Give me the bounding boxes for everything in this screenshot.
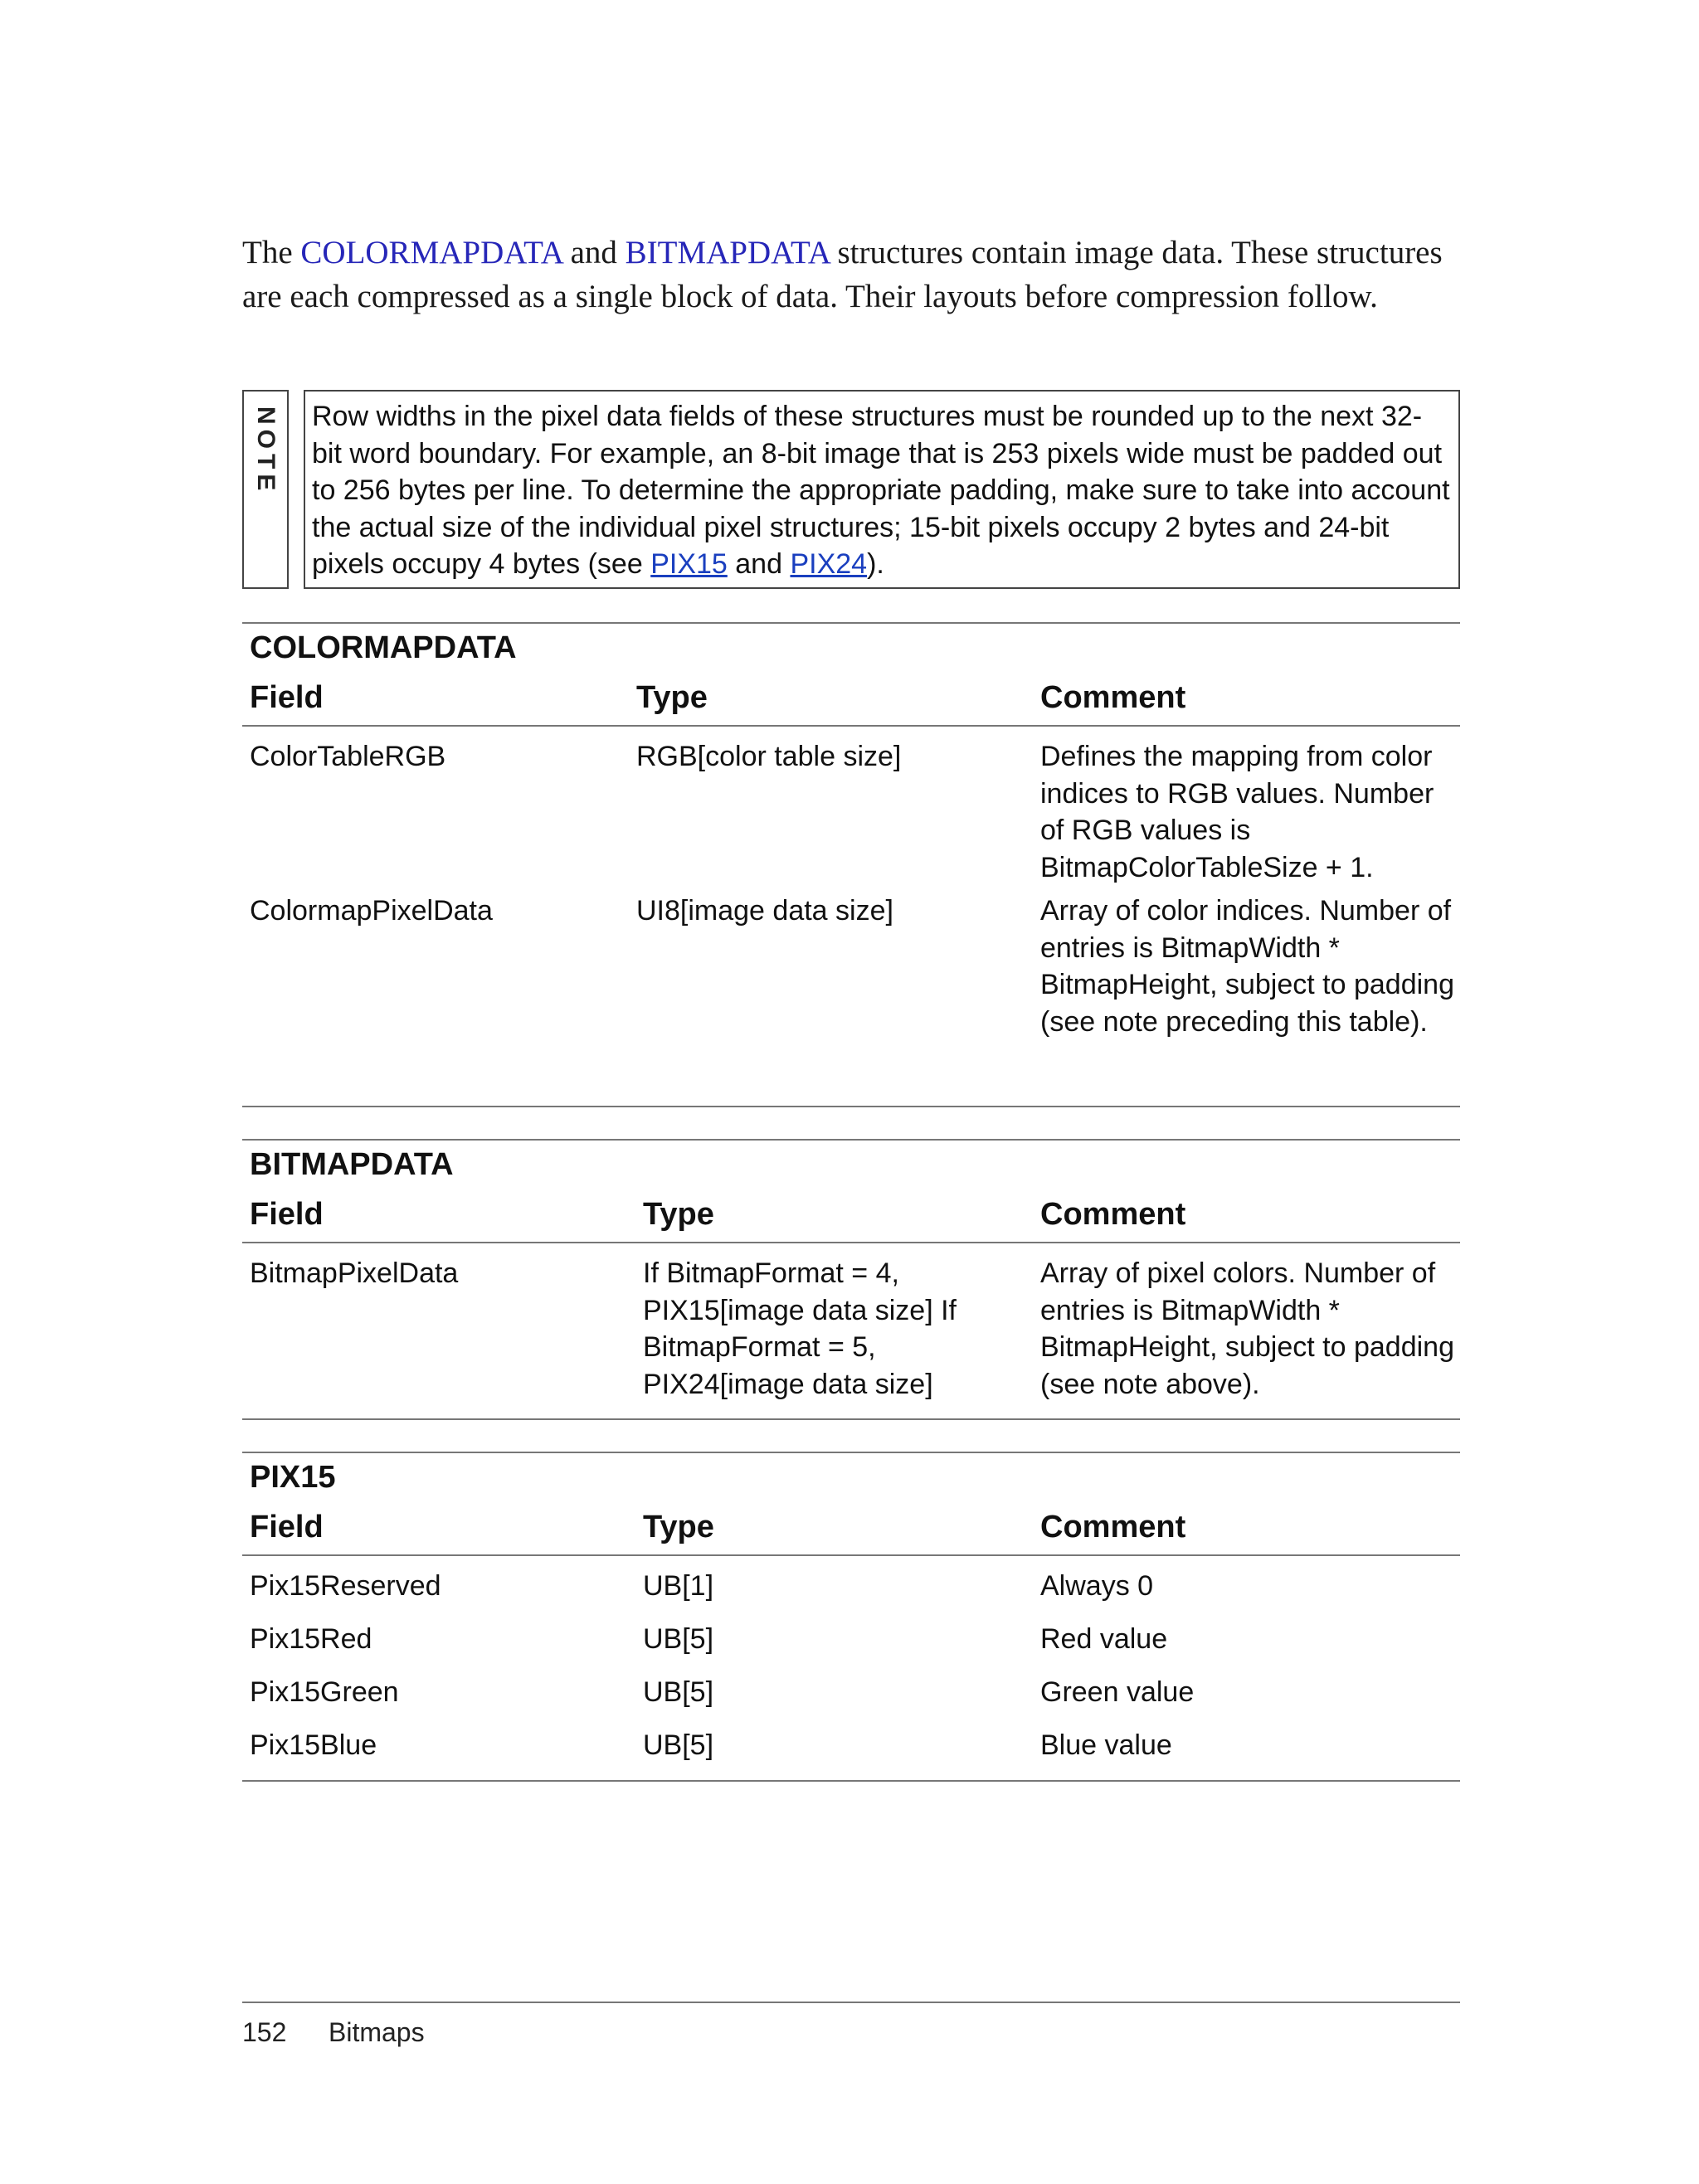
table-row [242, 1674, 1460, 1727]
cell-comment: Array of color indices. Number of entries is BitmapWidth * BitmapHeight, subject to padding (see note preceding this table). [1040, 895, 1454, 1038]
cell-type: RGB[color table size] [636, 741, 902, 772]
table-row [242, 727, 1460, 893]
intro-text: The [242, 235, 301, 270]
cell-comment: Array of pixel colors. Number of entries is BitmapWidth * BitmapHeight, subject to padding (see note above). [1040, 1257, 1454, 1400]
intro-text: structures contain image data. These structures are each compressed as a single block of data. Their layouts before compression follow. [242, 235, 1443, 314]
page-number: 152 [242, 2017, 287, 2047]
pix24-link[interactable]: PIX24 [790, 548, 868, 580]
cell-type: UB[1] [643, 1570, 714, 1602]
intro-text: and [562, 235, 626, 270]
table-header [242, 1500, 1460, 1556]
cell-comment: Defines the mapping from color indices to RGB values. Number of RGB values is BitmapColorTableSize + 1. [1040, 741, 1434, 883]
cell-comment: Green value [1040, 1676, 1195, 1708]
cell-comment: Blue value [1040, 1729, 1172, 1761]
header-field: Field [250, 1196, 324, 1232]
header-comment: Comment [1040, 1509, 1186, 1544]
note-box [304, 390, 1460, 589]
intro-paragraph [242, 231, 1462, 319]
cell-field: Pix15Blue [250, 1729, 377, 1761]
table-row [242, 1727, 1460, 1773]
note-text: and [727, 548, 791, 580]
table-row [242, 893, 1460, 1040]
table-row [242, 1243, 1460, 1403]
footer-section-title: Bitmaps [329, 2017, 425, 2047]
note-text: ). [867, 548, 884, 580]
cell-field: ColorTableRGB [250, 741, 446, 772]
bitmapdata-link[interactable]: BITMAPDATA [625, 235, 830, 270]
colormapdata-link[interactable]: COLORMAPDATA [300, 235, 562, 270]
table-title: COLORMAPDATA [250, 630, 517, 665]
header-type: Type [643, 1509, 714, 1544]
table-header [242, 670, 1460, 727]
cell-field: Pix15Red [250, 1623, 372, 1655]
cell-type: If BitmapFormat = 4, PIX15[image data size] If BitmapFormat = 5, PIX24[image data size] [643, 1257, 957, 1400]
cell-type: UB[5] [643, 1729, 714, 1761]
header-type: Type [643, 1196, 714, 1232]
pix15-table [242, 1452, 1460, 1782]
cell-field: BitmapPixelData [250, 1257, 459, 1289]
header-field: Field [250, 679, 324, 715]
cell-field: ColormapPixelData [250, 895, 493, 927]
table-title: BITMAPDATA [250, 1147, 454, 1182]
table-row [242, 1621, 1460, 1674]
table-header [242, 1187, 1460, 1243]
header-comment: Comment [1040, 679, 1186, 715]
header-comment: Comment [1040, 1196, 1186, 1232]
table-row [242, 1556, 1460, 1621]
cell-comment: Always 0 [1040, 1570, 1154, 1602]
pix15-link[interactable]: PIX15 [650, 548, 728, 580]
colormapdata-table [242, 622, 1460, 1107]
header-type: Type [636, 679, 708, 715]
cell-comment: Red value [1040, 1623, 1168, 1655]
note-label [242, 390, 289, 589]
cell-type: UB[5] [643, 1623, 714, 1655]
cell-type: UI8[image data size] [636, 895, 893, 927]
note-text: Row widths in the pixel data fields of these structures must be rounded up to the next 32-bit word boundary. For example, an 8-bit image that is 253 pixels wide must be padded out to 256 bytes per line. To determine the appropriate padding, make sure to take into account the actual size of the individual pixel structures; 15-bit pixels occupy 2 bytes and 24-bit pixels occupy 4 bytes (see [312, 401, 1450, 580]
cell-type: UB[5] [643, 1676, 714, 1708]
header-field: Field [250, 1509, 324, 1544]
footer-divider [242, 2002, 1460, 2003]
cell-field: Pix15Green [250, 1676, 399, 1708]
table-title: PIX15 [250, 1460, 336, 1495]
cell-field: Pix15Reserved [250, 1570, 441, 1602]
note-label-text: NOTE [252, 406, 280, 496]
bitmapdata-table [242, 1139, 1460, 1420]
